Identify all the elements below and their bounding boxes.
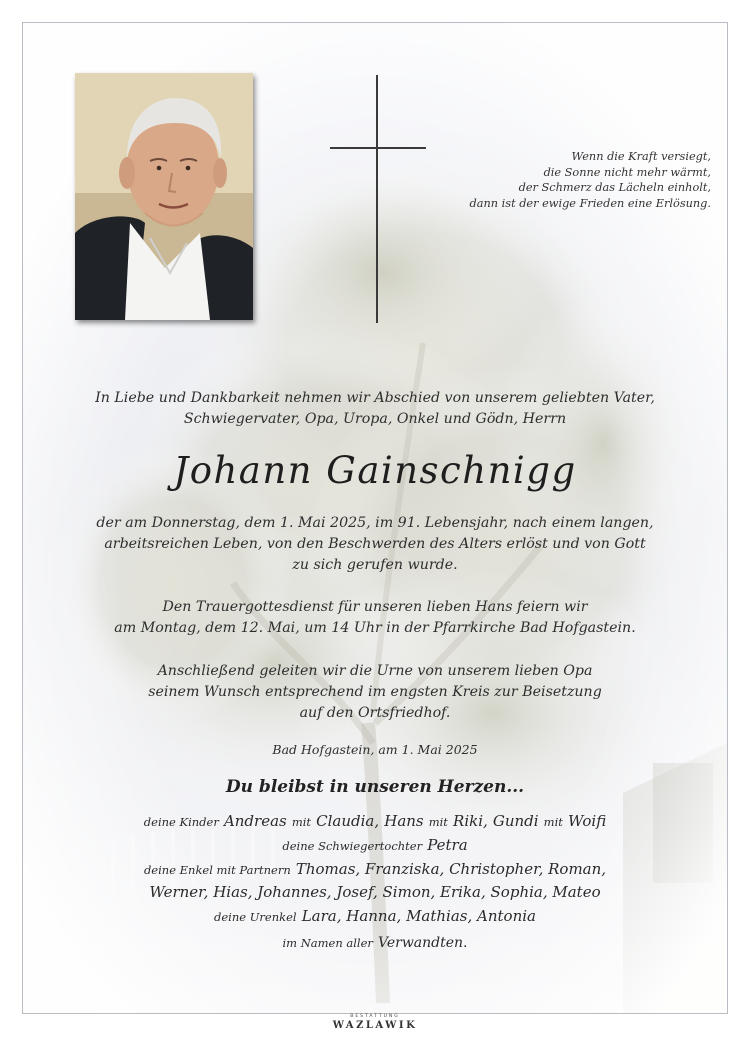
poem-line: Wenn die Kraft versiegt, [571, 150, 711, 163]
family-children [23, 811, 727, 830]
poem-line: die Sonne nicht mehr wärmt, [543, 165, 711, 179]
brand-name: WAZLAWIK [332, 1020, 418, 1031]
death-notice [23, 513, 727, 576]
parte-card [22, 22, 728, 1014]
burial-info [23, 661, 727, 724]
connector: mit [291, 815, 312, 829]
relatives-prefix: im Namen aller [282, 936, 373, 950]
service-info [23, 597, 727, 639]
intro-text [23, 388, 727, 430]
closing-line: Du bleibst in unseren Herzen... [225, 777, 525, 797]
deceased-name: Johann Gainschnigg [173, 449, 577, 492]
grandchildren-names: Thomas, Franziska, Christopher, Roman, [295, 860, 607, 878]
child-partner-name: Riki, [453, 812, 488, 830]
poem [431, 149, 711, 211]
burial-line: seinem Wunsch entsprechend im engsten Kreis zur Beisetzung [148, 684, 602, 700]
notice-line: der am Donnerstag, dem 1. Mai 2025, im 91. Lebensjahr, nach einem langen, [96, 515, 654, 531]
service-line: Den Trauergottesdienst für unseren lieben Hans feiern wir [162, 599, 588, 615]
family-great-grandchildren [23, 906, 727, 925]
family-daughter-in-law [23, 835, 727, 854]
burial-line: auf den Ortsfriedhof. [299, 705, 451, 721]
connector: mit [543, 815, 563, 829]
notice-line: arbeitsreichen Leben, von den Beschwerden des Alters erlöst und von Gott [104, 536, 646, 552]
intro-line: Schwiegervater, Opa, Uropa, Onkel und Gödn, Herrn [183, 411, 567, 427]
child-name: Hans [384, 812, 424, 830]
funeral-home-logo [0, 1014, 750, 1032]
child-partner-name: Woifi [567, 812, 607, 830]
grandchildren-prefix: deine Enkel mit Partnern [143, 863, 291, 877]
grandchildren-names: Werner, Hias, Johannes, Josef, Simon, Erika, Sophia, Mateo [149, 883, 601, 901]
connector: mit [428, 815, 448, 829]
family-relatives [23, 932, 727, 951]
family-grandchildren-line1 [23, 859, 727, 878]
cross-crossbar [330, 147, 426, 149]
notice-line: zu sich gerufen wurde. [292, 557, 458, 573]
daughter-in-law-name: Petra [427, 836, 468, 854]
burial-line: Anschließend geleiten wir die Urne von unserem lieben Opa [157, 663, 593, 679]
child-name: Gundi [492, 812, 539, 830]
daughter-in-law-prefix: deine Schwiegertochter [282, 839, 423, 853]
poem-line: dann ist der ewige Frieden eine Erlösung. [469, 196, 711, 210]
poem-line: der Schmerz das Lächeln einholt, [518, 181, 711, 194]
child-name: Andreas [223, 812, 287, 830]
cross-symbol [376, 75, 378, 323]
place-date: Bad Hofgastein, am 1. Mai 2025 [272, 742, 478, 757]
service-line: am Montag, dem 12. Mai, um 14 Uhr in der Pfarrkirche Bad Hofgastein. [114, 620, 636, 636]
great-grandchildren-prefix: deine Urenkel [214, 910, 297, 924]
great-grandchildren-names: Lara, Hanna, Mathias, Antonia [301, 907, 536, 925]
family-grandchildren-line2 [23, 882, 727, 901]
portrait-image [75, 73, 253, 320]
children-prefix: deine Kinder [143, 815, 219, 829]
child-partner-name: Claudia, [316, 812, 380, 830]
intro-line: In Liebe und Dankbarkeit nehmen wir Abschied von unserem geliebten Vater, [95, 390, 655, 406]
relatives-word: Verwandten. [378, 935, 468, 951]
portrait-photo [75, 73, 253, 320]
brand-small-text: BESTATTUNG [350, 1014, 400, 1019]
